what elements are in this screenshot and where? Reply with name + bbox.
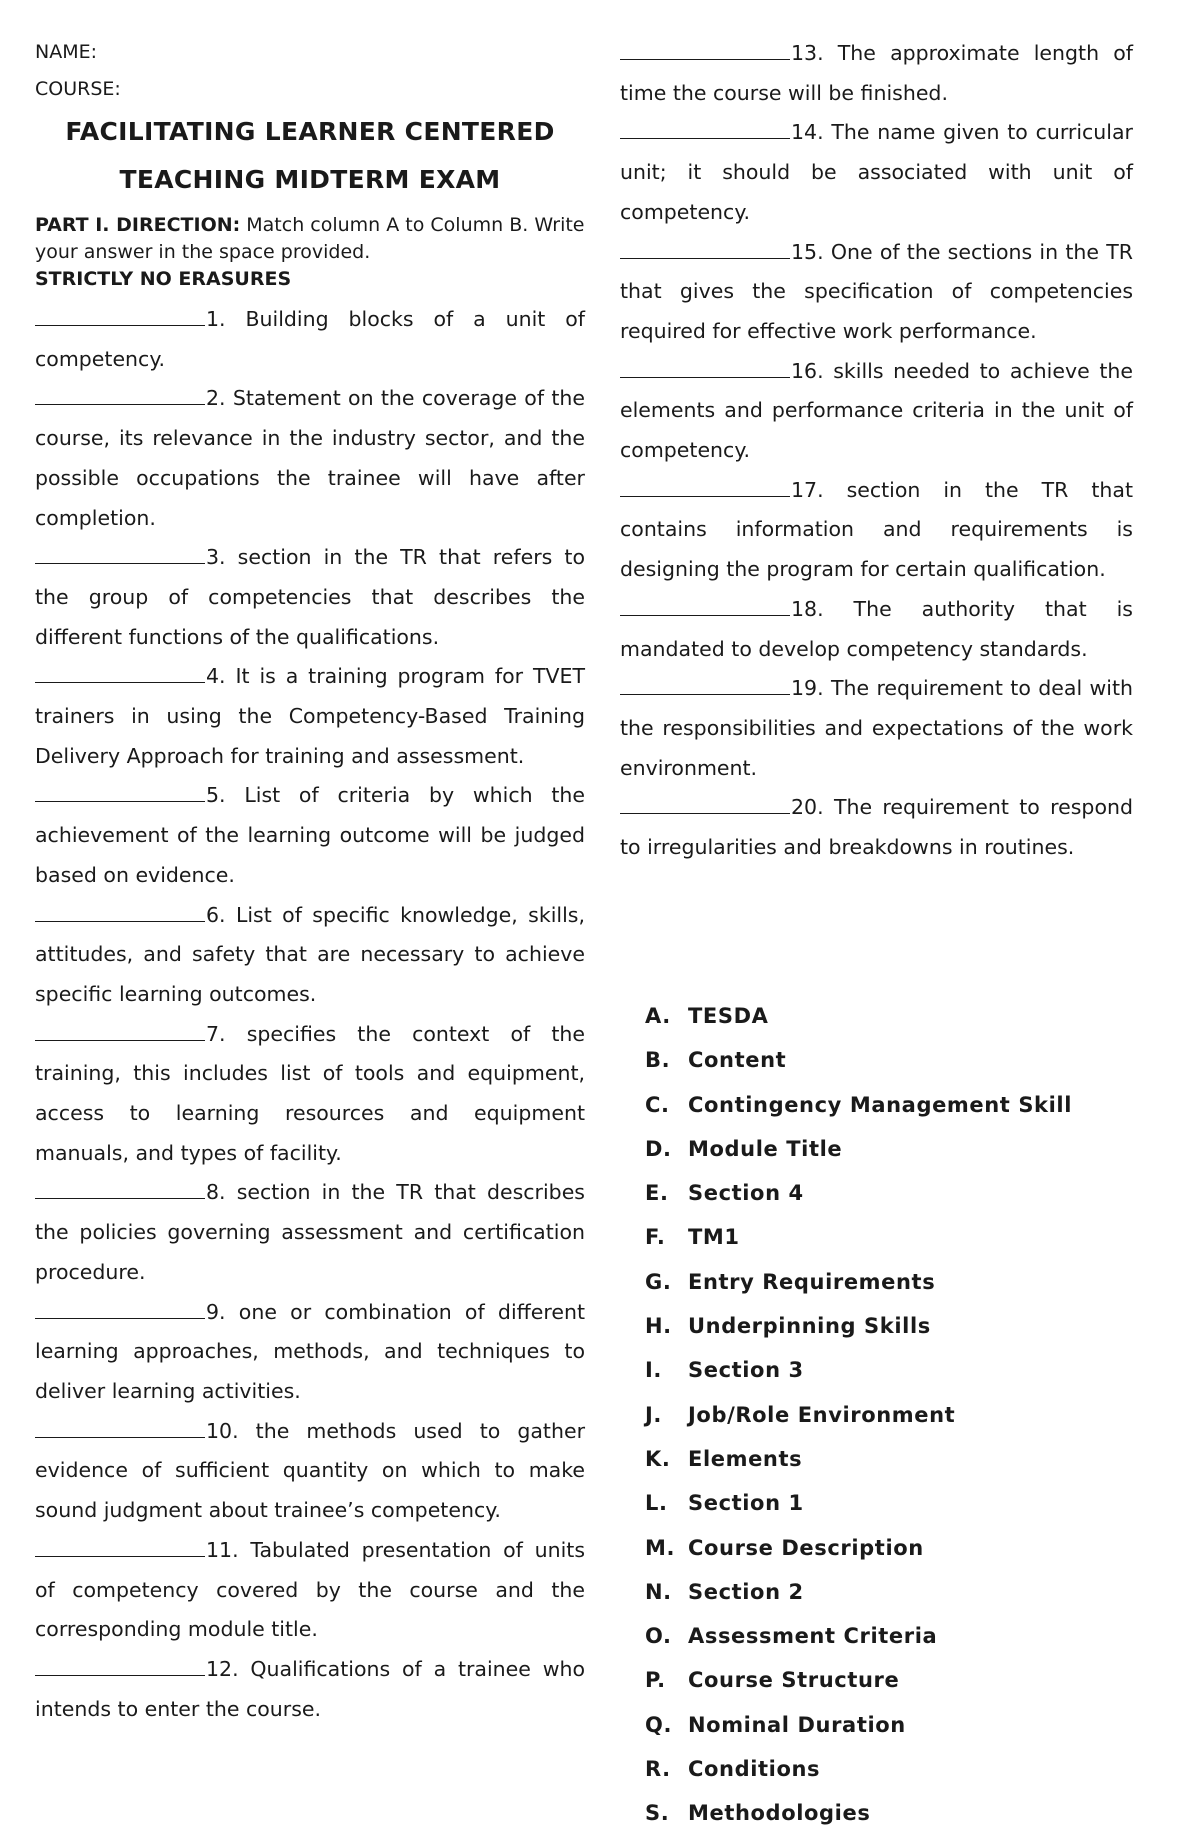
no-erasures-note: STRICTLY NO ERASURES xyxy=(35,268,292,290)
choice-item xyxy=(645,1260,1072,1304)
question-item xyxy=(35,896,585,1015)
answer-blank[interactable] xyxy=(620,591,790,616)
question-text: 3. section in the TR that refers to the group of competencies that describes the different functions of the qualifications. xyxy=(35,545,585,649)
question-item xyxy=(35,1531,585,1650)
direction-text: Match column A to Column B. Write your answer in the space provided. xyxy=(35,214,585,263)
right-column xyxy=(620,34,1133,868)
answer-blank[interactable] xyxy=(35,658,205,683)
answer-blank[interactable] xyxy=(620,789,790,814)
question-text: 10. the methods used to gather evidence of sufficient quantity on which to make sound judgment about trainee’s competency. xyxy=(35,1418,585,1523)
choice-item xyxy=(645,1083,1072,1127)
choice-letter: A. xyxy=(645,1004,671,1028)
choice-item xyxy=(645,1215,1072,1259)
choice-letter: H. xyxy=(645,1314,672,1339)
choice-text: Course Structure xyxy=(688,1668,900,1693)
choice-letter: J. xyxy=(645,1402,662,1427)
choice-letter: N. xyxy=(645,1579,672,1604)
question-item xyxy=(620,590,1133,669)
choice-item xyxy=(645,1171,1072,1215)
answer-blank[interactable] xyxy=(620,234,790,259)
question-item xyxy=(620,788,1133,867)
direction xyxy=(35,212,585,266)
question-item xyxy=(35,1293,585,1412)
question-text: 4. It is a training program for TVET trainers in using the Competency-Based Training Delivery Approach for training and assessment. xyxy=(35,664,585,768)
choice-letter: O. xyxy=(645,1624,672,1649)
answer-blank[interactable] xyxy=(35,1413,205,1438)
choice-item xyxy=(645,1437,1072,1481)
question-text: 1. Building blocks of a unit of competency. xyxy=(35,307,585,371)
exam-title-line-2: TEACHING MIDTERM EXAM xyxy=(119,165,501,194)
question-item xyxy=(35,776,585,895)
answer-blank[interactable] xyxy=(35,301,205,326)
choice-letter: D. xyxy=(645,1136,672,1161)
choice-text: Underpinning Skills xyxy=(688,1314,931,1339)
question-text: 20. The requirement to respond to irregularities and breakdowns in routines. xyxy=(620,795,1133,860)
answer-blank[interactable] xyxy=(620,472,790,497)
question-item xyxy=(620,113,1133,232)
question-text: 18. The authority that is mandated to develop competency standards. xyxy=(620,596,1133,661)
choice-item xyxy=(645,1038,1072,1082)
answer-blank[interactable] xyxy=(35,897,205,922)
choice-letter: F. xyxy=(645,1225,666,1250)
choice-text: Section 1 xyxy=(688,1491,804,1516)
question-text: 13. The approximate length of time the course will be finished. xyxy=(620,41,1133,105)
answer-blank[interactable] xyxy=(35,1532,205,1557)
question-text: 12. Qualifications of a trainee who intends to enter the course. xyxy=(35,1656,585,1721)
choice-letter: E. xyxy=(645,1181,669,1206)
choice-letter: K. xyxy=(645,1446,671,1471)
question-item xyxy=(620,471,1133,590)
choice-text: Section 2 xyxy=(688,1579,804,1604)
question-text: 7. specifies the context of the training, this includes list of tools and equipment, access to learning resources and equipment manuals, and types of facility. xyxy=(35,1021,585,1165)
choice-text: Entry Requirements xyxy=(688,1269,936,1294)
choice-text: TM1 xyxy=(688,1225,740,1250)
course-label: COURSE: xyxy=(35,78,121,100)
answer-blank[interactable] xyxy=(620,114,790,139)
choice-letter: I. xyxy=(645,1358,662,1383)
choice-item xyxy=(645,1304,1072,1348)
question-item xyxy=(35,1173,585,1292)
question-text: 11. Tabulated presentation of units of competency covered by the course and the corresponding module title. xyxy=(35,1537,585,1642)
question-text: 15. One of the sections in the TR that gives the specification of competencies required for effective work performance. xyxy=(620,239,1133,343)
choice-item xyxy=(645,1526,1072,1570)
question-text: 6. List of specific knowledge, skills, attitudes, and safety that are necessary to achieve specific learning outcomes. xyxy=(35,902,585,1006)
answer-blank[interactable] xyxy=(35,1016,205,1041)
answer-blank[interactable] xyxy=(35,1174,205,1199)
choice-letter: G. xyxy=(645,1269,672,1294)
question-item xyxy=(620,352,1133,471)
choice-letter: L. xyxy=(645,1491,668,1516)
answer-blank[interactable] xyxy=(35,1651,205,1676)
choice-item xyxy=(645,1703,1072,1747)
choice-item xyxy=(645,1658,1072,1702)
choice-letter: C. xyxy=(645,1092,670,1117)
question-text: 2. Statement on the coverage of the course, its relevance in the industry sector, and the possible occupations the trainee will have after completion. xyxy=(35,386,585,530)
choice-item xyxy=(645,994,1072,1038)
choice-text: Elements xyxy=(688,1446,803,1471)
choice-text: Section 4 xyxy=(688,1181,804,1206)
choice-item xyxy=(645,1791,1072,1835)
question-item xyxy=(620,34,1133,113)
choice-letter: M. xyxy=(645,1535,676,1560)
answer-blank[interactable] xyxy=(620,670,790,695)
answer-blank[interactable] xyxy=(35,1294,205,1319)
choice-item xyxy=(645,1127,1072,1171)
question-item xyxy=(620,669,1133,788)
choice-letter: R. xyxy=(645,1757,671,1782)
name-label: NAME: xyxy=(35,41,98,63)
choice-text: Conditions xyxy=(688,1757,821,1782)
choice-text: Content xyxy=(688,1048,787,1073)
question-text: 9. one or combination of different learning approaches, methods, and techniques to deliver learning activities. xyxy=(35,1299,585,1403)
choice-text: Assessment Criteria xyxy=(688,1624,938,1649)
answer-blank[interactable] xyxy=(620,35,790,60)
choice-text: Module Title xyxy=(688,1136,843,1161)
choice-item xyxy=(645,1747,1072,1791)
question-item xyxy=(35,379,585,538)
choice-text: Course Description xyxy=(688,1535,924,1560)
question-text: 17. section in the TR that contains information and requirements is designing the program for certain qualification. xyxy=(620,477,1133,582)
choice-letter: P. xyxy=(645,1668,666,1693)
choice-text: TESDA xyxy=(688,1004,769,1028)
answer-blank[interactable] xyxy=(35,539,205,564)
choice-item xyxy=(645,1614,1072,1658)
choice-item xyxy=(645,1393,1072,1437)
choice-text: Nominal Duration xyxy=(688,1712,906,1737)
question-text: 8. section in the TR that describes the policies governing assessment and certification procedure. xyxy=(35,1180,585,1284)
choice-item xyxy=(645,1481,1072,1525)
question-item xyxy=(35,300,585,379)
question-item xyxy=(35,1015,585,1174)
exam-title-line-1: FACILITATING LEARNER CENTERED xyxy=(65,117,555,146)
left-column xyxy=(35,34,585,1729)
question-item xyxy=(35,657,585,776)
choice-text: Section 3 xyxy=(688,1358,804,1383)
question-item xyxy=(35,1412,585,1531)
choice-letter: S. xyxy=(645,1801,670,1826)
answer-blank[interactable] xyxy=(35,777,205,802)
direction-label: PART I. DIRECTION: xyxy=(35,214,241,236)
answer-blank[interactable] xyxy=(620,353,790,378)
question-item xyxy=(35,538,585,657)
question-text: 5. List of criteria by which the achievement of the learning outcome will be judged based on evidence. xyxy=(35,783,585,887)
choice-text: Contingency Management Skill xyxy=(688,1092,1073,1117)
answer-choices-list xyxy=(645,994,1072,1836)
choice-text: Job/Role Environment xyxy=(688,1402,956,1427)
question-text: 14. The name given to curricular unit; it should be associated with unit of competency. xyxy=(620,120,1133,224)
question-item xyxy=(620,233,1133,352)
question-item xyxy=(35,1650,585,1729)
question-text: 19. The requirement to deal with the responsibilities and expectations of the work environment. xyxy=(620,676,1133,780)
choice-letter: Q. xyxy=(645,1712,673,1737)
question-text: 16. skills needed to achieve the elements and performance criteria in the unit of competency. xyxy=(620,358,1133,463)
choice-item xyxy=(645,1570,1072,1614)
choice-item xyxy=(645,1348,1072,1392)
choice-text: Methodologies xyxy=(688,1801,871,1826)
answer-blank[interactable] xyxy=(35,380,205,405)
choice-letter: B. xyxy=(645,1048,671,1073)
